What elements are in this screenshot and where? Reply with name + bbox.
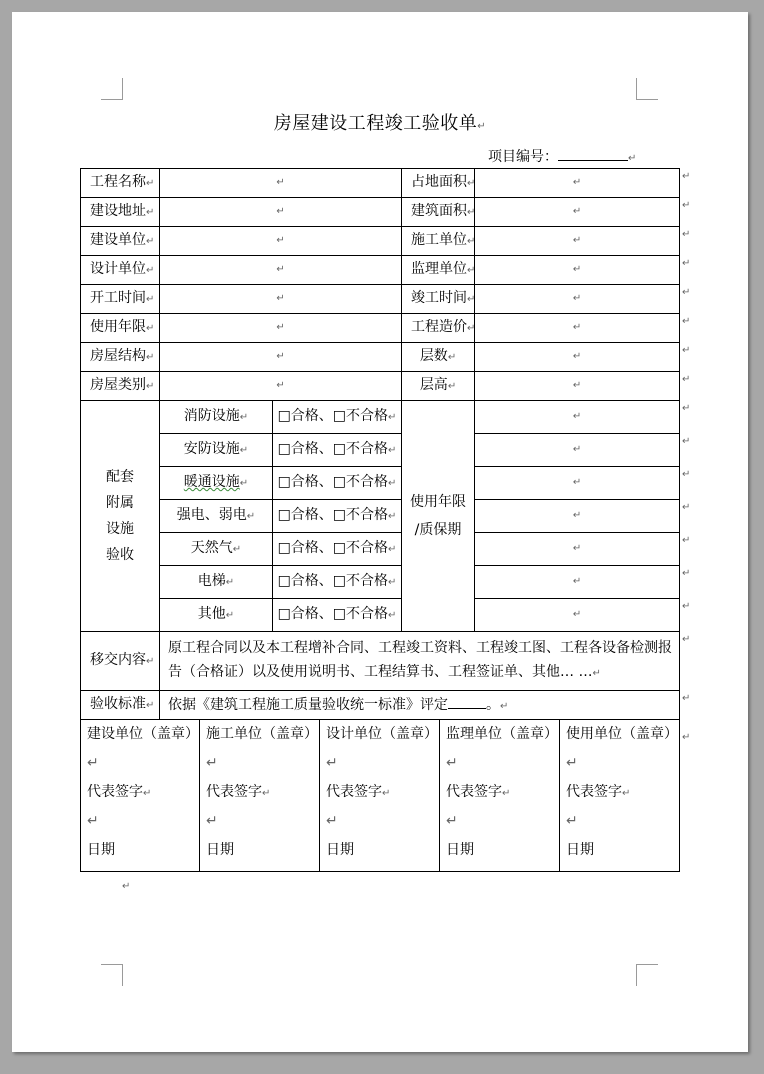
margin-corner-top-right [636,78,658,100]
row-end-mark: ↵ [682,344,691,356]
row-end-mark: ↵ [682,633,691,645]
acceptance-form-table [80,168,680,720]
row-end-mark: ↵ [682,199,691,211]
field-label: 工程名称↵ [81,169,160,198]
field-value[interactable]: ↵ [475,343,680,372]
row-end-mark: ↵ [682,228,691,240]
facility-item: 其他↵ [160,599,273,632]
signature-date: 日期 [566,842,594,858]
field-value[interactable]: ↵ [160,343,402,372]
signature-cell[interactable]: 监理单位（盖章） ↵ 代表签字↵ ↵ 日期 [440,720,560,872]
field-value[interactable]: ↵ [475,198,680,227]
field-value[interactable]: ↵ [475,169,680,198]
facility-status[interactable]: □合格、□不合格↵ [273,500,402,533]
facility-item: 天然气↵ [160,533,273,566]
warranty-value[interactable]: ↵ [475,533,680,566]
facility-row [81,599,680,632]
row-end-mark: ↵ [682,170,691,182]
row-end-mark: ↵ [682,600,691,612]
field-value[interactable]: ↵ [475,314,680,343]
facility-status[interactable]: □合格、□不合格↵ [273,599,402,632]
standard-label-cell: 验收标准↵ [81,691,160,720]
facility-item: 强电、弱电↵ [160,500,273,533]
facility-group-label: 配套 附属 设施 验收 [81,401,160,632]
info-row [81,343,680,372]
field-value[interactable]: ↵ [160,314,402,343]
warranty-value[interactable]: ↵ [475,500,680,533]
field-label: 建设单位↵ [81,227,160,256]
row-end-mark: ↵ [682,468,691,480]
signature-representative: 代表签字↵ [326,784,391,800]
field-label: 竣工时间↵ [402,285,475,314]
facility-status[interactable]: □合格、□不合格↵ [273,533,402,566]
row-end-mark: ↵ [682,501,691,513]
facility-status[interactable]: □合格、□不合格↵ [273,434,402,467]
facility-row [81,533,680,566]
facility-row [81,401,680,434]
info-row [81,314,680,343]
field-label: 房屋结构↵ [81,343,160,372]
signature-unit: 使用单位（盖章） [566,726,678,742]
field-label: 房屋类别↵ [81,372,160,401]
field-value[interactable]: ↵ [475,256,680,285]
row-end-mark: ↵ [682,257,691,269]
info-row [81,285,680,314]
facility-item: 消防设施↵ [160,401,273,434]
facility-status[interactable]: □合格、□不合格↵ [273,467,402,500]
facility-row [81,467,680,500]
warranty-value[interactable]: ↵ [475,599,680,632]
signature-cell[interactable]: 施工单位（盖章） ↵ 代表签字↵ ↵ 日期 [200,720,320,872]
signature-cell[interactable]: 设计单位（盖章） ↵ 代表签字↵ ↵ 日期 [320,720,440,872]
row-end-mark: ↵ [682,402,691,414]
facility-status[interactable]: □合格、□不合格↵ [273,401,402,434]
row-end-mark: ↵ [682,286,691,298]
signature-date: 日期 [326,842,354,858]
field-label: 占地面积↵ [402,169,475,198]
field-value[interactable]: ↵ [160,256,402,285]
field-value[interactable]: ↵ [160,285,402,314]
signature-cell[interactable]: 建设单位（盖章） ↵ 代表签字↵ ↵ 日期 [81,720,200,872]
field-label: 建筑面积↵ [402,198,475,227]
signature-representative: 代表签字↵ [566,784,631,800]
signature-cell[interactable]: 使用单位（盖章） ↵ 代表签字↵ ↵ 日期 [560,720,680,872]
signature-unit: 监理单位（盖章） [446,726,558,742]
margin-corner-bottom-left [101,964,123,986]
row-end-mark: ↵ [682,373,691,385]
field-label: 使用年限↵ [81,314,160,343]
warranty-label: 使用年限 /质保期 [402,401,475,632]
warranty-value[interactable]: ↵ [475,434,680,467]
document-page [12,12,748,1052]
field-value[interactable]: ↵ [160,198,402,227]
standard-content-cell[interactable]: 依据《建筑工程施工质量验收统一标准》评定 。↵ [160,691,680,720]
info-row [81,169,680,198]
facility-item: 暖通设施↵ [160,467,273,500]
margin-corner-bottom-right [636,964,658,986]
warranty-value[interactable]: ↵ [475,467,680,500]
field-label: 工程造价↵ [402,314,475,343]
signature-date: 日期 [446,842,474,858]
field-label: 层高↵ [402,372,475,401]
field-value[interactable]: ↵ [160,169,402,198]
project-number-line[interactable]: 项目编号： ↵ [488,149,637,165]
field-label: 层数↵ [402,343,475,372]
project-number-blank[interactable] [558,148,628,161]
field-label: 监理单位↵ [402,256,475,285]
row-end-mark: ↵ [682,567,691,579]
signature-table [80,719,680,872]
field-label: 设计单位↵ [81,256,160,285]
facility-status[interactable]: □合格、□不合格↵ [273,566,402,599]
row-end-mark: ↵ [682,692,691,704]
signature-unit: 施工单位（盖章） [206,726,318,742]
facility-item: 电梯↵ [160,566,273,599]
field-value[interactable]: ↵ [475,285,680,314]
signature-representative: 代表签字↵ [87,784,152,800]
field-label: 施工单位↵ [402,227,475,256]
facility-row [81,434,680,467]
warranty-value[interactable]: ↵ [475,401,680,434]
field-value[interactable]: ↵ [160,372,402,401]
facility-row [81,500,680,533]
warranty-value[interactable]: ↵ [475,566,680,599]
info-row [81,227,680,256]
signature-date: 日期 [206,842,234,858]
field-value[interactable]: ↵ [475,227,680,256]
transfer-label-cell: 移交内容↵ [81,632,160,691]
field-label: 开工时间↵ [81,285,160,314]
signature-unit: 设计单位（盖章） [326,726,438,742]
signature-unit: 建设单位（盖章） [87,726,199,742]
info-row [81,198,680,227]
margin-corner-top-left [101,78,123,100]
row-end-mark: ↵ [682,435,691,447]
facility-row [81,566,680,599]
signature-representative: 代表签字↵ [446,784,511,800]
paragraph-mark: ↵ [122,881,131,892]
info-row [81,256,680,285]
field-value[interactable]: ↵ [160,227,402,256]
row-end-mark: ↵ [682,315,691,327]
transfer-content-cell[interactable]: 原工程合同以及本工程增补合同、工程竣工资料、工程竣工图、工程各设备检测报告（合格证）以及使用说明书、工程结算书、工程签证单、其他… …↵ [160,632,680,691]
document-title[interactable]: 房屋建设工程竣工验收单↵ [273,113,487,134]
row-end-mark: ↵ [682,731,691,743]
rating-blank[interactable] [448,696,486,709]
signature-date: 日期 [87,842,115,858]
row-end-mark: ↵ [682,534,691,546]
signature-representative: 代表签字↵ [206,784,271,800]
facility-item: 安防设施↵ [160,434,273,467]
field-value[interactable]: ↵ [475,372,680,401]
info-row [81,372,680,401]
field-label: 建设地址↵ [81,198,160,227]
project-number-label: 项目编号： [488,149,558,165]
